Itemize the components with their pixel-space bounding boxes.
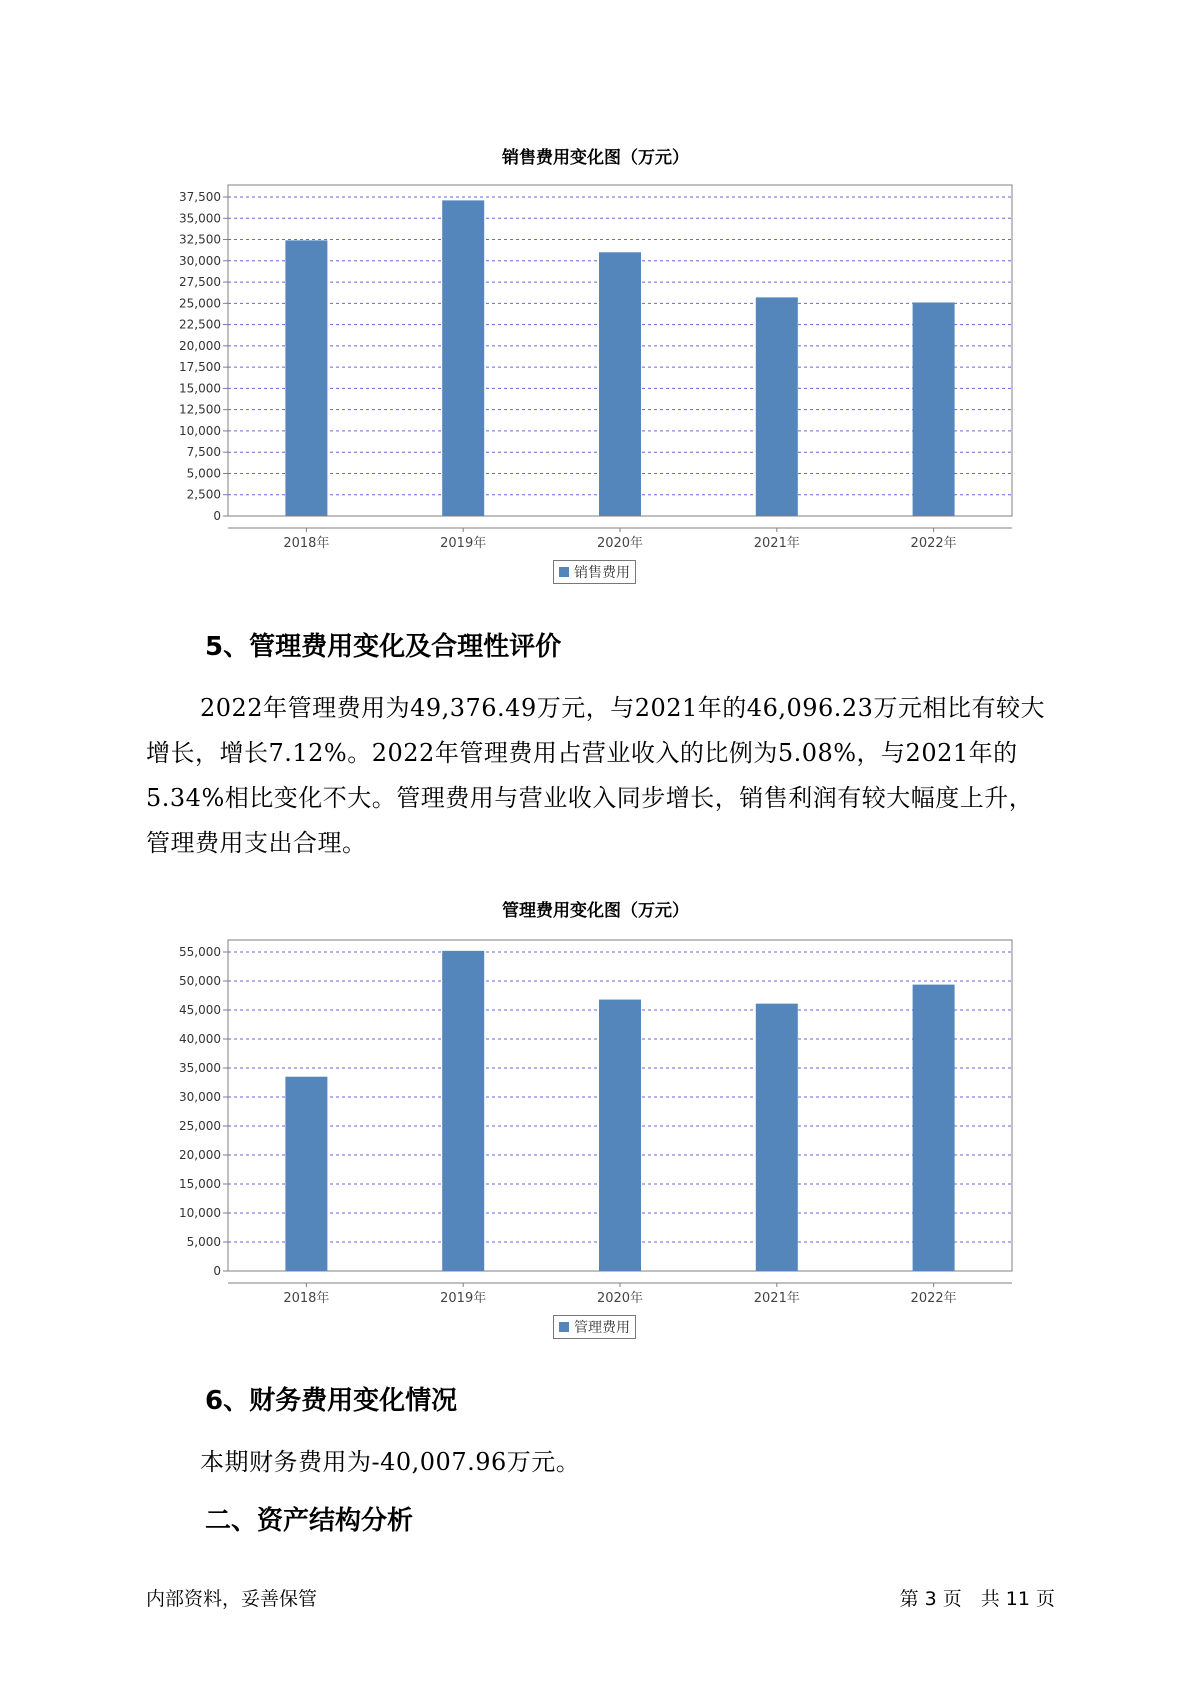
bar: [599, 1000, 641, 1271]
y-tick-label: 37,500: [179, 190, 221, 204]
chart-legend: [553, 1315, 636, 1339]
bar: [442, 951, 484, 1271]
y-tick-label: 20,000: [179, 338, 221, 353]
y-tick-label: 35,000: [179, 211, 221, 226]
y-tick-label: 25,000: [179, 296, 221, 311]
y-tick-label: 15,000: [179, 381, 221, 396]
x-tick-label: 2021年: [753, 1291, 800, 1306]
x-tick-label: 2022年: [910, 536, 957, 551]
x-tick-label: 2019年: [440, 536, 487, 551]
legend-swatch: [559, 1322, 569, 1332]
y-tick-label: 30,000: [179, 1090, 221, 1104]
y-tick-label: 17,500: [179, 360, 221, 375]
bar: [285, 1077, 327, 1271]
x-tick-label: 2018年: [283, 536, 330, 551]
y-tick-label: 40,000: [179, 1032, 221, 1046]
bar: [913, 985, 955, 1271]
x-tick-label: 2021年: [753, 536, 800, 551]
y-tick-label: 45,000: [179, 1003, 221, 1017]
y-tick-label: 2,500: [186, 487, 221, 502]
section-6-heading: 6、财务费用变化情况: [205, 1386, 458, 1416]
y-tick-label: 0: [213, 509, 221, 523]
y-tick-label: 7,500: [186, 445, 221, 460]
y-tick-label: 12,500: [179, 402, 221, 417]
y-tick-label: 22,500: [179, 317, 221, 332]
section-5-heading: 5、管理费用变化及合理性评价: [205, 632, 562, 662]
x-tick-label: 2022年: [910, 1291, 957, 1306]
y-tick-label: 27,500: [179, 275, 221, 290]
y-tick-label: 50,000: [179, 974, 221, 988]
x-tick-label: 2020年: [596, 1291, 644, 1306]
y-tick-label: 35,000: [179, 1061, 221, 1075]
y-tick-label: 10,000: [179, 1206, 221, 1220]
section-5-paragraph: 2022年管理费用为49,376.49万元，与2021年的46,096.23万元相比有较大增长，增长7.12%。2022年管理费用占营业收入的比例为5.08%，与2021年的5.34%相比变化不大。管理费用与营业收入同步增长，销售利润有较大幅度上升，管理费用支出合理。: [146, 694, 1045, 857]
x-tick-label: 2018年: [283, 1291, 330, 1306]
y-tick-label: 15,000: [179, 1177, 221, 1191]
section-two-heading: 二、资产结构分析: [205, 1506, 414, 1536]
y-tick-label: 10,000: [179, 423, 221, 438]
footer-confidential-note: 内部资料，妥善保管: [146, 1588, 318, 1610]
y-tick-label: 20,000: [179, 1148, 221, 1162]
legend-label: 管理费用: [574, 1320, 630, 1336]
y-tick-label: 32,500: [179, 232, 221, 247]
y-tick-label: 5,000: [186, 466, 221, 481]
footer-page-number: 第 3 页 共 11 页: [899, 1588, 1055, 1610]
section-6-paragraph: 本期财务费用为-40,007.96万元。: [200, 1448, 581, 1476]
chart-title: 销售费用变化图（万元）: [502, 148, 689, 168]
y-tick-label: 5,000: [186, 1235, 221, 1249]
bar: [756, 1004, 798, 1271]
x-tick-label: 2020年: [596, 536, 644, 551]
chart-title: 管理费用变化图（万元）: [502, 901, 689, 921]
y-tick-label: 0: [213, 1264, 221, 1278]
y-tick-label: 25,000: [179, 1119, 221, 1133]
y-tick-label: 30,000: [179, 253, 221, 268]
y-tick-label: 55,000: [179, 945, 221, 959]
x-tick-label: 2019年: [440, 1291, 487, 1306]
legend-label: 销售费用: [574, 565, 630, 581]
